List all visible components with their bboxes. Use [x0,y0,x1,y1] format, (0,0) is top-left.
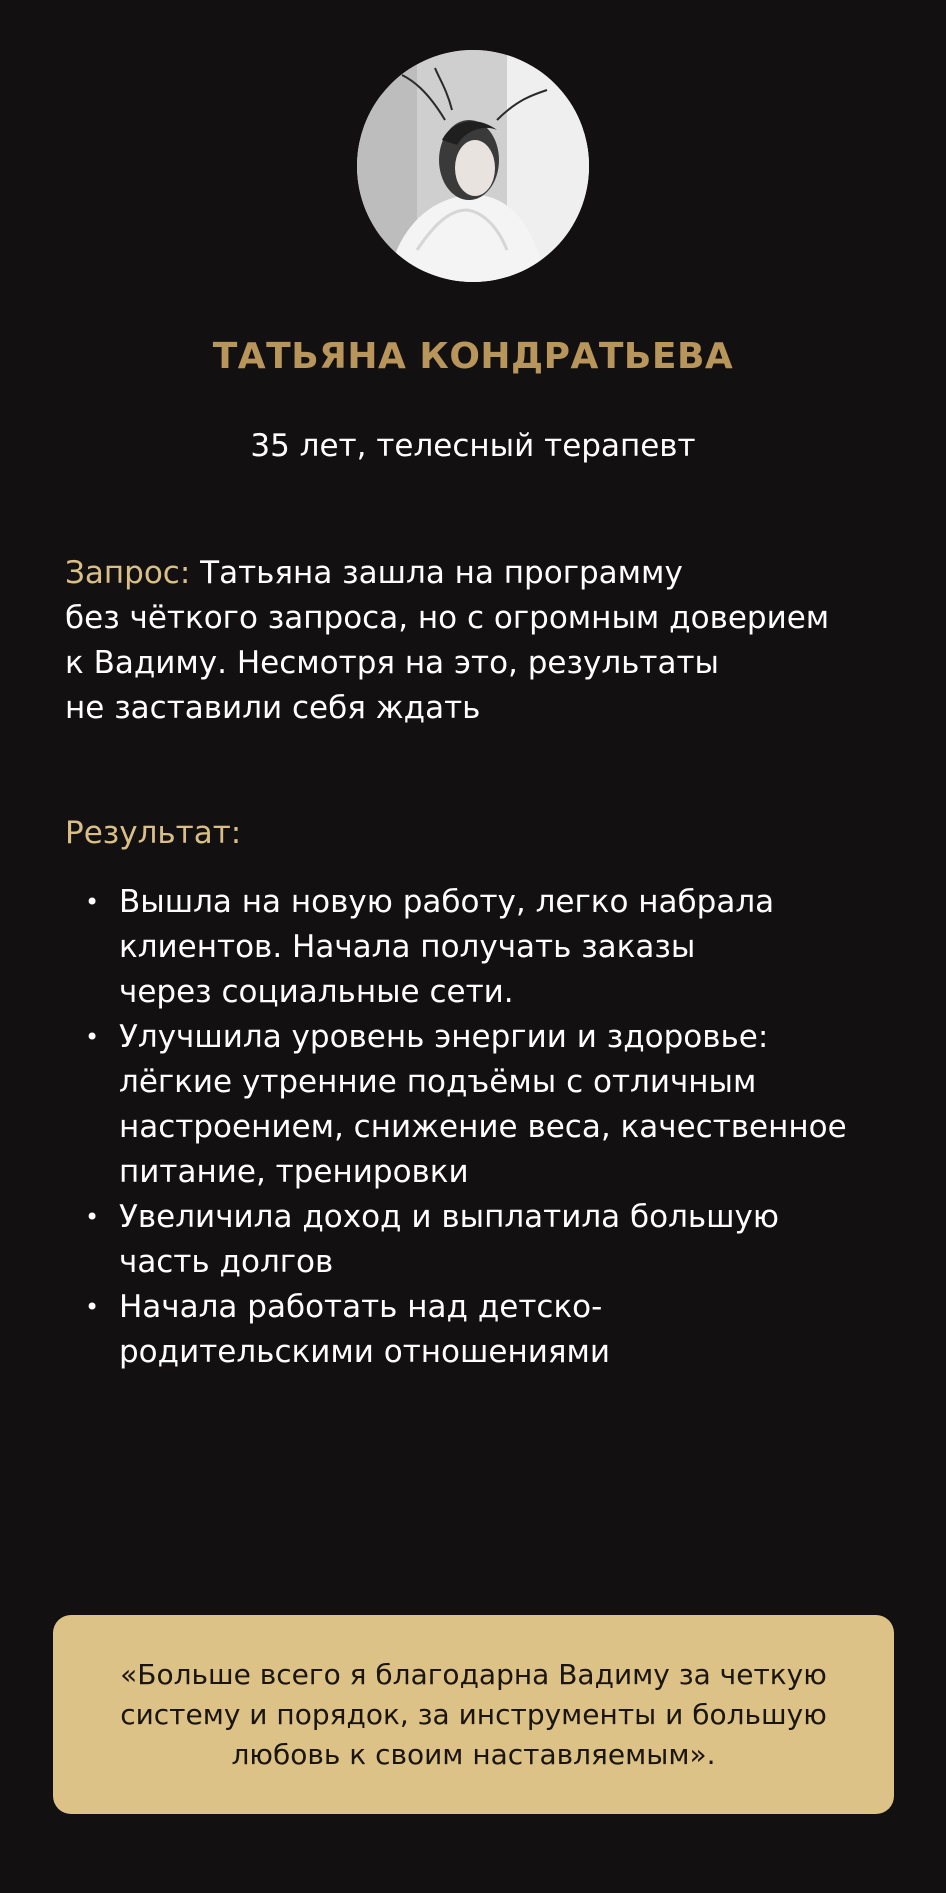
list-item-line: Улучшила уровень энергии и здоровье: [119,1019,769,1055]
result-label: Результат: [65,815,242,851]
list-item-line: лёгкие утренние подъёмы с отличным [119,1064,757,1100]
bullet-icon: • [85,1293,100,1321]
list-item-line: настроением, снижение веса, качественное [119,1109,847,1145]
request-label: Запрос: [65,555,191,591]
bullet-icon: • [85,888,100,916]
testimonial-quote-box [53,1615,894,1814]
list-item-line: Начала работать над детско- [119,1289,603,1325]
bullet-icon: • [85,1023,100,1051]
list-item [65,1195,895,1285]
request-paragraph [65,551,895,731]
request-line-3: к Вадиму. Несмотря на это, результаты [65,645,719,681]
quote-line-1: «Больше всего я благодарна Вадиму за четкую [120,1657,827,1691]
avatar [357,50,589,282]
portrait-photo [357,50,589,282]
list-item [65,880,895,1015]
quote-line-3: любовь к своим наставляемым». [231,1737,716,1771]
list-item-line: питание, тренировки [119,1154,469,1190]
bullet-icon: • [85,1203,100,1231]
list-item-line: часть долгов [119,1244,334,1280]
quote-line-2: систему и порядок, за инструменты и большую [120,1697,827,1731]
testimonial-quote [94,1655,854,1775]
request-line-2: без чёткого запроса, но с огромным доверием [65,600,830,636]
person-subtitle: 35 лет, телесный терапевт [250,428,696,464]
list-item [65,1285,895,1375]
list-item [65,1015,895,1195]
person-name: ТАТЬЯНА КОНДРАТЬЕВА [212,336,734,377]
list-item-line: родительскими отношениями [119,1334,611,1370]
list-item-line: через социальные сети. [119,974,514,1010]
request-line-4: не заставили себя ждать [65,690,481,726]
list-item-line: Вышла на новую работу, легко набрала [119,884,775,920]
request-line-1: Татьяна зашла на программу [190,555,683,591]
result-list [65,880,895,1375]
list-item-line: клиентов. Начала получать заказы [119,929,696,965]
list-item-line: Увеличила доход и выплатила большую [119,1199,779,1235]
